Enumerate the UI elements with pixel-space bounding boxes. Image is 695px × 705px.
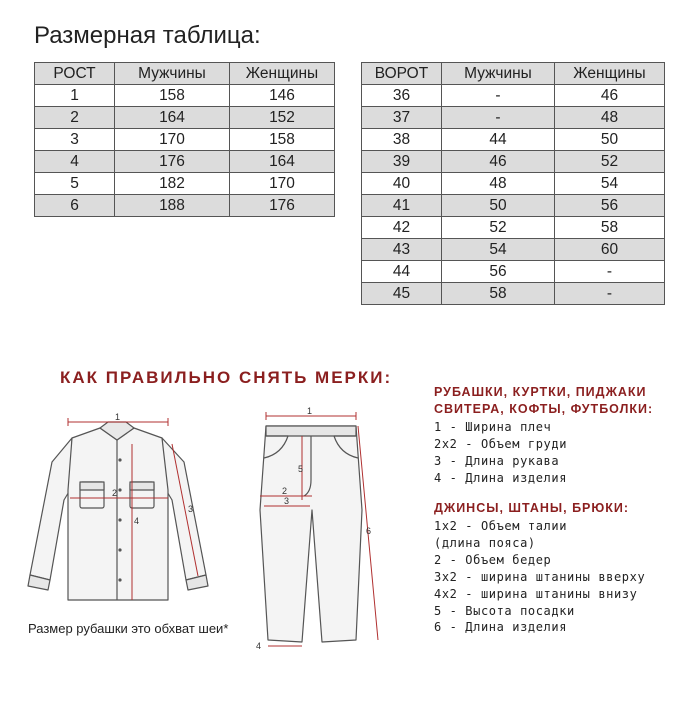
table-header-row xyxy=(35,63,335,85)
shirt-label: 1 xyxy=(115,412,121,422)
list-item: 6 - Длина изделия xyxy=(434,620,568,635)
table-cell: 54 xyxy=(555,173,665,195)
table-cell: 41 xyxy=(362,195,442,217)
header-cell: Мужчины xyxy=(115,63,230,85)
height-size-table xyxy=(34,62,335,217)
header-cell: РОСТ xyxy=(35,63,115,85)
table-row xyxy=(362,173,665,195)
list-item: 2 - Объем бедер xyxy=(434,552,552,567)
table-cell: 2 xyxy=(35,107,115,129)
shirt-size-note: Размер рубашки это обхват шеи* xyxy=(28,621,229,636)
table-cell: 176 xyxy=(115,151,230,173)
table-cell: 176 xyxy=(230,195,335,217)
table-header-row xyxy=(362,63,665,85)
list-item: 3 - Длина рукава xyxy=(434,453,560,468)
collar-size-table xyxy=(361,62,665,305)
table-cell: 54 xyxy=(442,239,555,261)
pants-label: 6 xyxy=(366,526,372,536)
table-cell: 52 xyxy=(442,217,555,239)
table-cell: 182 xyxy=(115,173,230,195)
table-cell: 4 xyxy=(35,151,115,173)
table-cell: 1 xyxy=(35,85,115,107)
table-cell: 46 xyxy=(442,151,555,173)
table-row xyxy=(362,217,665,239)
table-row xyxy=(362,85,665,107)
pants-label: 5 xyxy=(298,464,304,474)
table-row xyxy=(35,151,335,173)
table-cell: 158 xyxy=(230,129,335,151)
table-cell: 45 xyxy=(362,283,442,305)
table-cell: 6 xyxy=(35,195,115,217)
shirts-heading-line2: СВИТЕРА, КОФТЫ, ФУТБОЛКИ: xyxy=(434,402,654,416)
table-cell: 146 xyxy=(230,85,335,107)
table-cell: 164 xyxy=(115,107,230,129)
table-cell: 5 xyxy=(35,173,115,195)
shirts-heading-line1: РУБАШКИ, КУРТКИ, ПИДЖАКИ xyxy=(434,385,647,399)
shirt-label: 2 xyxy=(112,488,118,498)
table-row xyxy=(35,173,335,195)
table-cell: 44 xyxy=(442,129,555,151)
page-title: Размерная таблица: xyxy=(34,22,261,49)
jeans-measure-list xyxy=(434,518,645,636)
shirt-label: 4 xyxy=(134,516,140,526)
measure-section-title: КАК ПРАВИЛЬНО СНЯТЬ МЕРКИ: xyxy=(60,368,393,387)
table-cell: 42 xyxy=(362,217,442,239)
header-cell: Женщины xyxy=(230,63,335,85)
table-cell: 58 xyxy=(555,217,665,239)
list-item: 5 - Высота посадки xyxy=(434,603,575,618)
table-cell: 170 xyxy=(115,129,230,151)
table-cell: 44 xyxy=(362,261,442,283)
table-cell: 50 xyxy=(442,195,555,217)
table-cell: 38 xyxy=(362,129,442,151)
table-row xyxy=(35,195,335,217)
list-item: 1х2 - Объем талии xyxy=(434,519,568,533)
table-cell: 46 xyxy=(555,85,665,107)
table-cell: 170 xyxy=(230,173,335,195)
list-item: 1 - Ширина плеч xyxy=(434,420,552,434)
table-row xyxy=(362,151,665,173)
pants-label: 2 xyxy=(282,486,288,496)
table-cell: 52 xyxy=(555,151,665,173)
table-row xyxy=(362,129,665,151)
pants-label: 1 xyxy=(307,406,313,416)
table-row xyxy=(35,129,335,151)
table-row xyxy=(35,107,335,129)
shirts-measure-list xyxy=(434,419,567,487)
pants-illustration xyxy=(238,400,388,652)
table-cell: 164 xyxy=(230,151,335,173)
table-cell: 158 xyxy=(115,85,230,107)
pants-label: 4 xyxy=(256,641,262,651)
table-cell: 37 xyxy=(362,107,442,129)
table-cell: - xyxy=(555,283,665,305)
table-row xyxy=(362,261,665,283)
list-item: (длина пояса) xyxy=(434,535,536,550)
header-cell: Женщины xyxy=(555,63,665,85)
header-cell: ВОРОТ xyxy=(362,63,442,85)
table-cell: 188 xyxy=(115,195,230,217)
pants-label: 3 xyxy=(284,496,290,506)
shirt-label: 3 xyxy=(188,504,194,514)
table-cell: 50 xyxy=(555,129,665,151)
table-cell: 48 xyxy=(442,173,555,195)
header-cell: Мужчины xyxy=(442,63,555,85)
table-row xyxy=(362,239,665,261)
table-cell: 43 xyxy=(362,239,442,261)
table-cell: 3 xyxy=(35,129,115,151)
table-cell: - xyxy=(442,85,555,107)
table-cell: 48 xyxy=(555,107,665,129)
table-cell: 60 xyxy=(555,239,665,261)
shirt-illustration xyxy=(22,400,232,615)
table-cell: - xyxy=(555,261,665,283)
table-row xyxy=(362,107,665,129)
list-item: 3х2 - ширина штанины вверху xyxy=(434,569,646,584)
table-cell: - xyxy=(442,107,555,129)
table-cell: 40 xyxy=(362,173,442,195)
list-item: 4х2 - ширина штанины внизу xyxy=(434,586,638,601)
table-row xyxy=(362,195,665,217)
table-cell: 36 xyxy=(362,85,442,107)
list-item: 4 - Длина изделия xyxy=(434,470,568,485)
table-cell: 39 xyxy=(362,151,442,173)
list-item: 2х2 - Объем груди xyxy=(434,436,568,451)
table-cell: 56 xyxy=(442,261,555,283)
table-cell: 152 xyxy=(230,107,335,129)
table-cell: 58 xyxy=(442,283,555,305)
table-row xyxy=(362,283,665,305)
table-cell: 56 xyxy=(555,195,665,217)
table-row xyxy=(35,85,335,107)
jeans-heading: ДЖИНСЫ, ШТАНЫ, БРЮКИ: xyxy=(434,501,630,515)
